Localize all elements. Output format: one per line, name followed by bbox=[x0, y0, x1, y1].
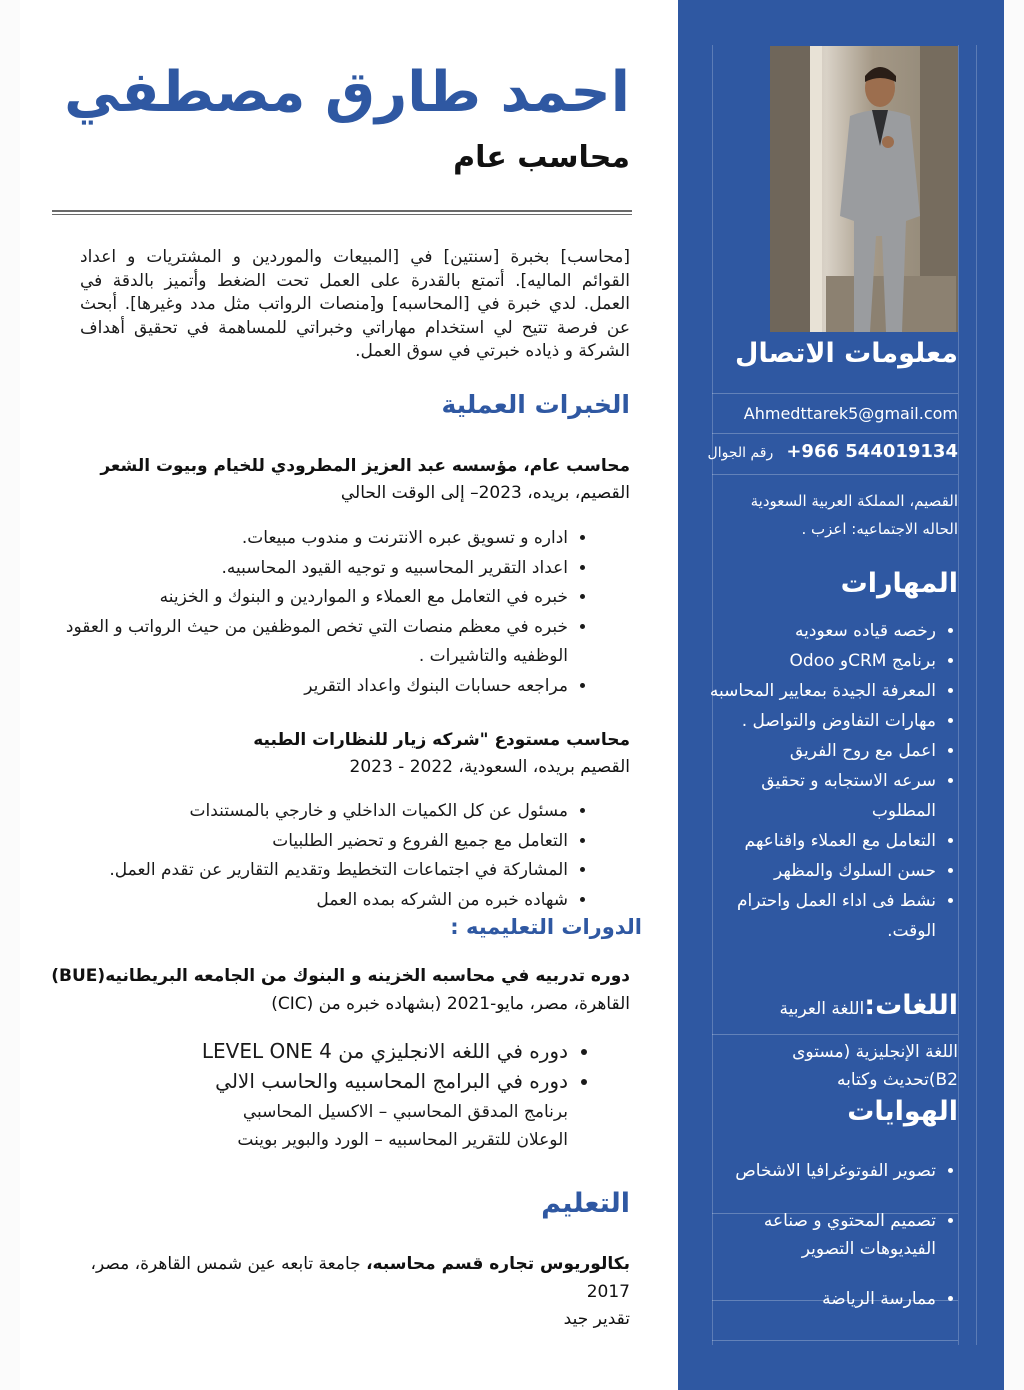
sidebar bbox=[678, 0, 1004, 1390]
list-item: • مهارات التفاوض والتواصل . bbox=[696, 706, 936, 736]
list-item: • مسئول عن كل الكميات الداخلي و خارجي بالمستندات bbox=[48, 797, 568, 827]
list-item: • خبره في معظم منصات التي تخص الموظفين من حيث الرواتب و العقود الوظفيه والتاشيرات . bbox=[48, 613, 568, 672]
profile-photo bbox=[770, 46, 958, 332]
skills-heading: المهارات bbox=[840, 568, 958, 599]
course-sub-1: برنامج المدقق المحاسبي – الاكسيل المحاسبي bbox=[242, 1102, 568, 1122]
list-item: • المشاركة في اجتماعات التخطيط وتقديم التقارير عن تقدم العمل. bbox=[48, 856, 568, 886]
course-sub-2: الوعلان للتقرير المحاسبيه – الورد والبوير بوينت bbox=[237, 1130, 568, 1150]
main-column bbox=[20, 0, 678, 1390]
language-arabic: اللغة العربية bbox=[779, 999, 865, 1019]
course-meta: القاهرة، مصر، مايو-2021 (بشهاده خبره من (CIC) bbox=[271, 994, 630, 1014]
list-item: • المعرفة الجيدة بمعايير المحاسبه bbox=[696, 676, 936, 706]
hobbies-list bbox=[696, 1157, 958, 1313]
job-1-bullets bbox=[48, 524, 598, 701]
hobbies-heading: الهوايات bbox=[847, 1096, 958, 1127]
job-1-meta: القصيم، بريده، 2023– إلى الوقت الحالي bbox=[340, 483, 630, 503]
course-bullets bbox=[48, 1036, 598, 1096]
email-link[interactable]: Ahmedttarek5@gmail.com bbox=[743, 404, 958, 423]
list-item: • تصوير الفوتوغرافيا الاشخاص bbox=[696, 1157, 936, 1185]
list-item: • اداره و تسويق عبره الانترنت و مندوب مبيعات. bbox=[48, 524, 568, 554]
list-item: • ممارسة الرياضة bbox=[696, 1285, 936, 1313]
list-item: • التعامل مع العملاء واقناعهم bbox=[696, 826, 936, 856]
experience-heading: الخبرات العملية bbox=[441, 390, 630, 419]
list-item: • شهاده خبره من الشركه بمده العمل bbox=[48, 886, 568, 916]
list-item: • رخصه قياده سعوديه bbox=[696, 616, 936, 646]
list-item: • اعمل مع روح الفريق bbox=[696, 736, 936, 766]
skills-list bbox=[696, 616, 958, 946]
courses-heading: الدورات التعليميه : bbox=[450, 915, 642, 939]
list-item: • خبره في التعامل مع العملاء و المواردين و البنوك و الخزينه bbox=[48, 583, 568, 613]
languages-row bbox=[780, 990, 958, 1021]
list-item: • مراجعه حسابات البنوك واعداد التقرير bbox=[48, 672, 568, 702]
phone-label: رقم الجوال bbox=[707, 445, 774, 461]
marital-status: الحاله الاجتماعيه: اعزب . bbox=[801, 520, 958, 538]
person-photo-icon bbox=[770, 46, 958, 332]
job-2-title: محاسب مستودع "شركه زيار للنظارات الطبيه bbox=[253, 730, 630, 750]
education-degree bbox=[70, 1254, 630, 1274]
phone-row bbox=[708, 441, 958, 462]
education-heading: التعليم bbox=[541, 1188, 630, 1219]
list-item: • برنامج CRMو Odoo bbox=[696, 646, 936, 676]
education-grade: تقدير جيد bbox=[563, 1309, 630, 1329]
location: القصيم، المملكة العربية السعودية bbox=[750, 492, 958, 510]
job-title: محاسب عام bbox=[453, 140, 630, 175]
degree-title: بكالوريوس تجاره قسم محاسبه، bbox=[366, 1254, 630, 1274]
degree-university: جامعة تابعه عين شمس القاهرة، مصر، bbox=[90, 1254, 361, 1274]
list-item: • التعامل مع جميع الفروع و تحضير الطلبيات bbox=[48, 827, 568, 857]
job-1-title: محاسب عام، مؤسسه عبد العزيز المطرودي للخيام وبيوت الشعر bbox=[100, 456, 630, 476]
divider-bottom bbox=[52, 214, 632, 215]
list-item: • حسن السلوك والمظهر bbox=[696, 856, 936, 886]
phone-number[interactable]: +966 544019134 bbox=[786, 441, 958, 462]
list-item: • تصميم المحتوي و صناعه الفيديوهات التصوير bbox=[696, 1207, 936, 1263]
list-item: • دوره في البرامج المحاسبيه والحاسب الالي bbox=[48, 1066, 568, 1096]
list-item: • اعداد التقرير المحاسبيه و توجيه القيود المحاسبيه. bbox=[48, 554, 568, 584]
divider-top bbox=[52, 210, 632, 212]
summary-paragraph: [محاسب] بخبرة [سنتين] في [المبيعات والموردين و المشتريات و اعداد القوائم الماليه]. أتمتع بالقدرة على العمل تحت الضغط وأتميز بالدقة في العمل. لدي خبرة في [المحاسبه] و[منصات الرواتب مثل مدد وغيرها]. أبحث عن فرصة تتيح لي استخدام مهاراتي وخبراتي للمساهمة في تحقيق أهداف الشركة و ذياده خبرتي في سوق العمل. bbox=[80, 247, 630, 361]
course-title: دوره تدربيه في محاسبه الخزينه و البنوك من الجامعه البريطانيه(BUE) bbox=[51, 966, 630, 986]
language-english: اللغة الإنجليزية (مستوى B2)تحديث وكتابه bbox=[792, 1042, 958, 1090]
person-name: احمد طارق مصطفي bbox=[64, 60, 630, 125]
job-2-bullets bbox=[48, 797, 598, 915]
list-item: • سرعه الاستجابه و تحقيق المطلوب bbox=[696, 766, 936, 826]
resume-page bbox=[20, 0, 1004, 1390]
list-item: • نشط فى اداء العمل واحترام الوقت. bbox=[696, 886, 936, 946]
job-2-meta: القصيم بريده، السعودية، 2022 - 2023 bbox=[349, 757, 630, 777]
languages-heading: اللغات: bbox=[864, 990, 958, 1021]
contact-heading: معلومات الاتصال bbox=[735, 338, 958, 369]
education-year: 2017 bbox=[586, 1282, 630, 1302]
list-item: • دوره في اللغه الانجليزي من LEVEL ONE 4 bbox=[48, 1036, 568, 1066]
